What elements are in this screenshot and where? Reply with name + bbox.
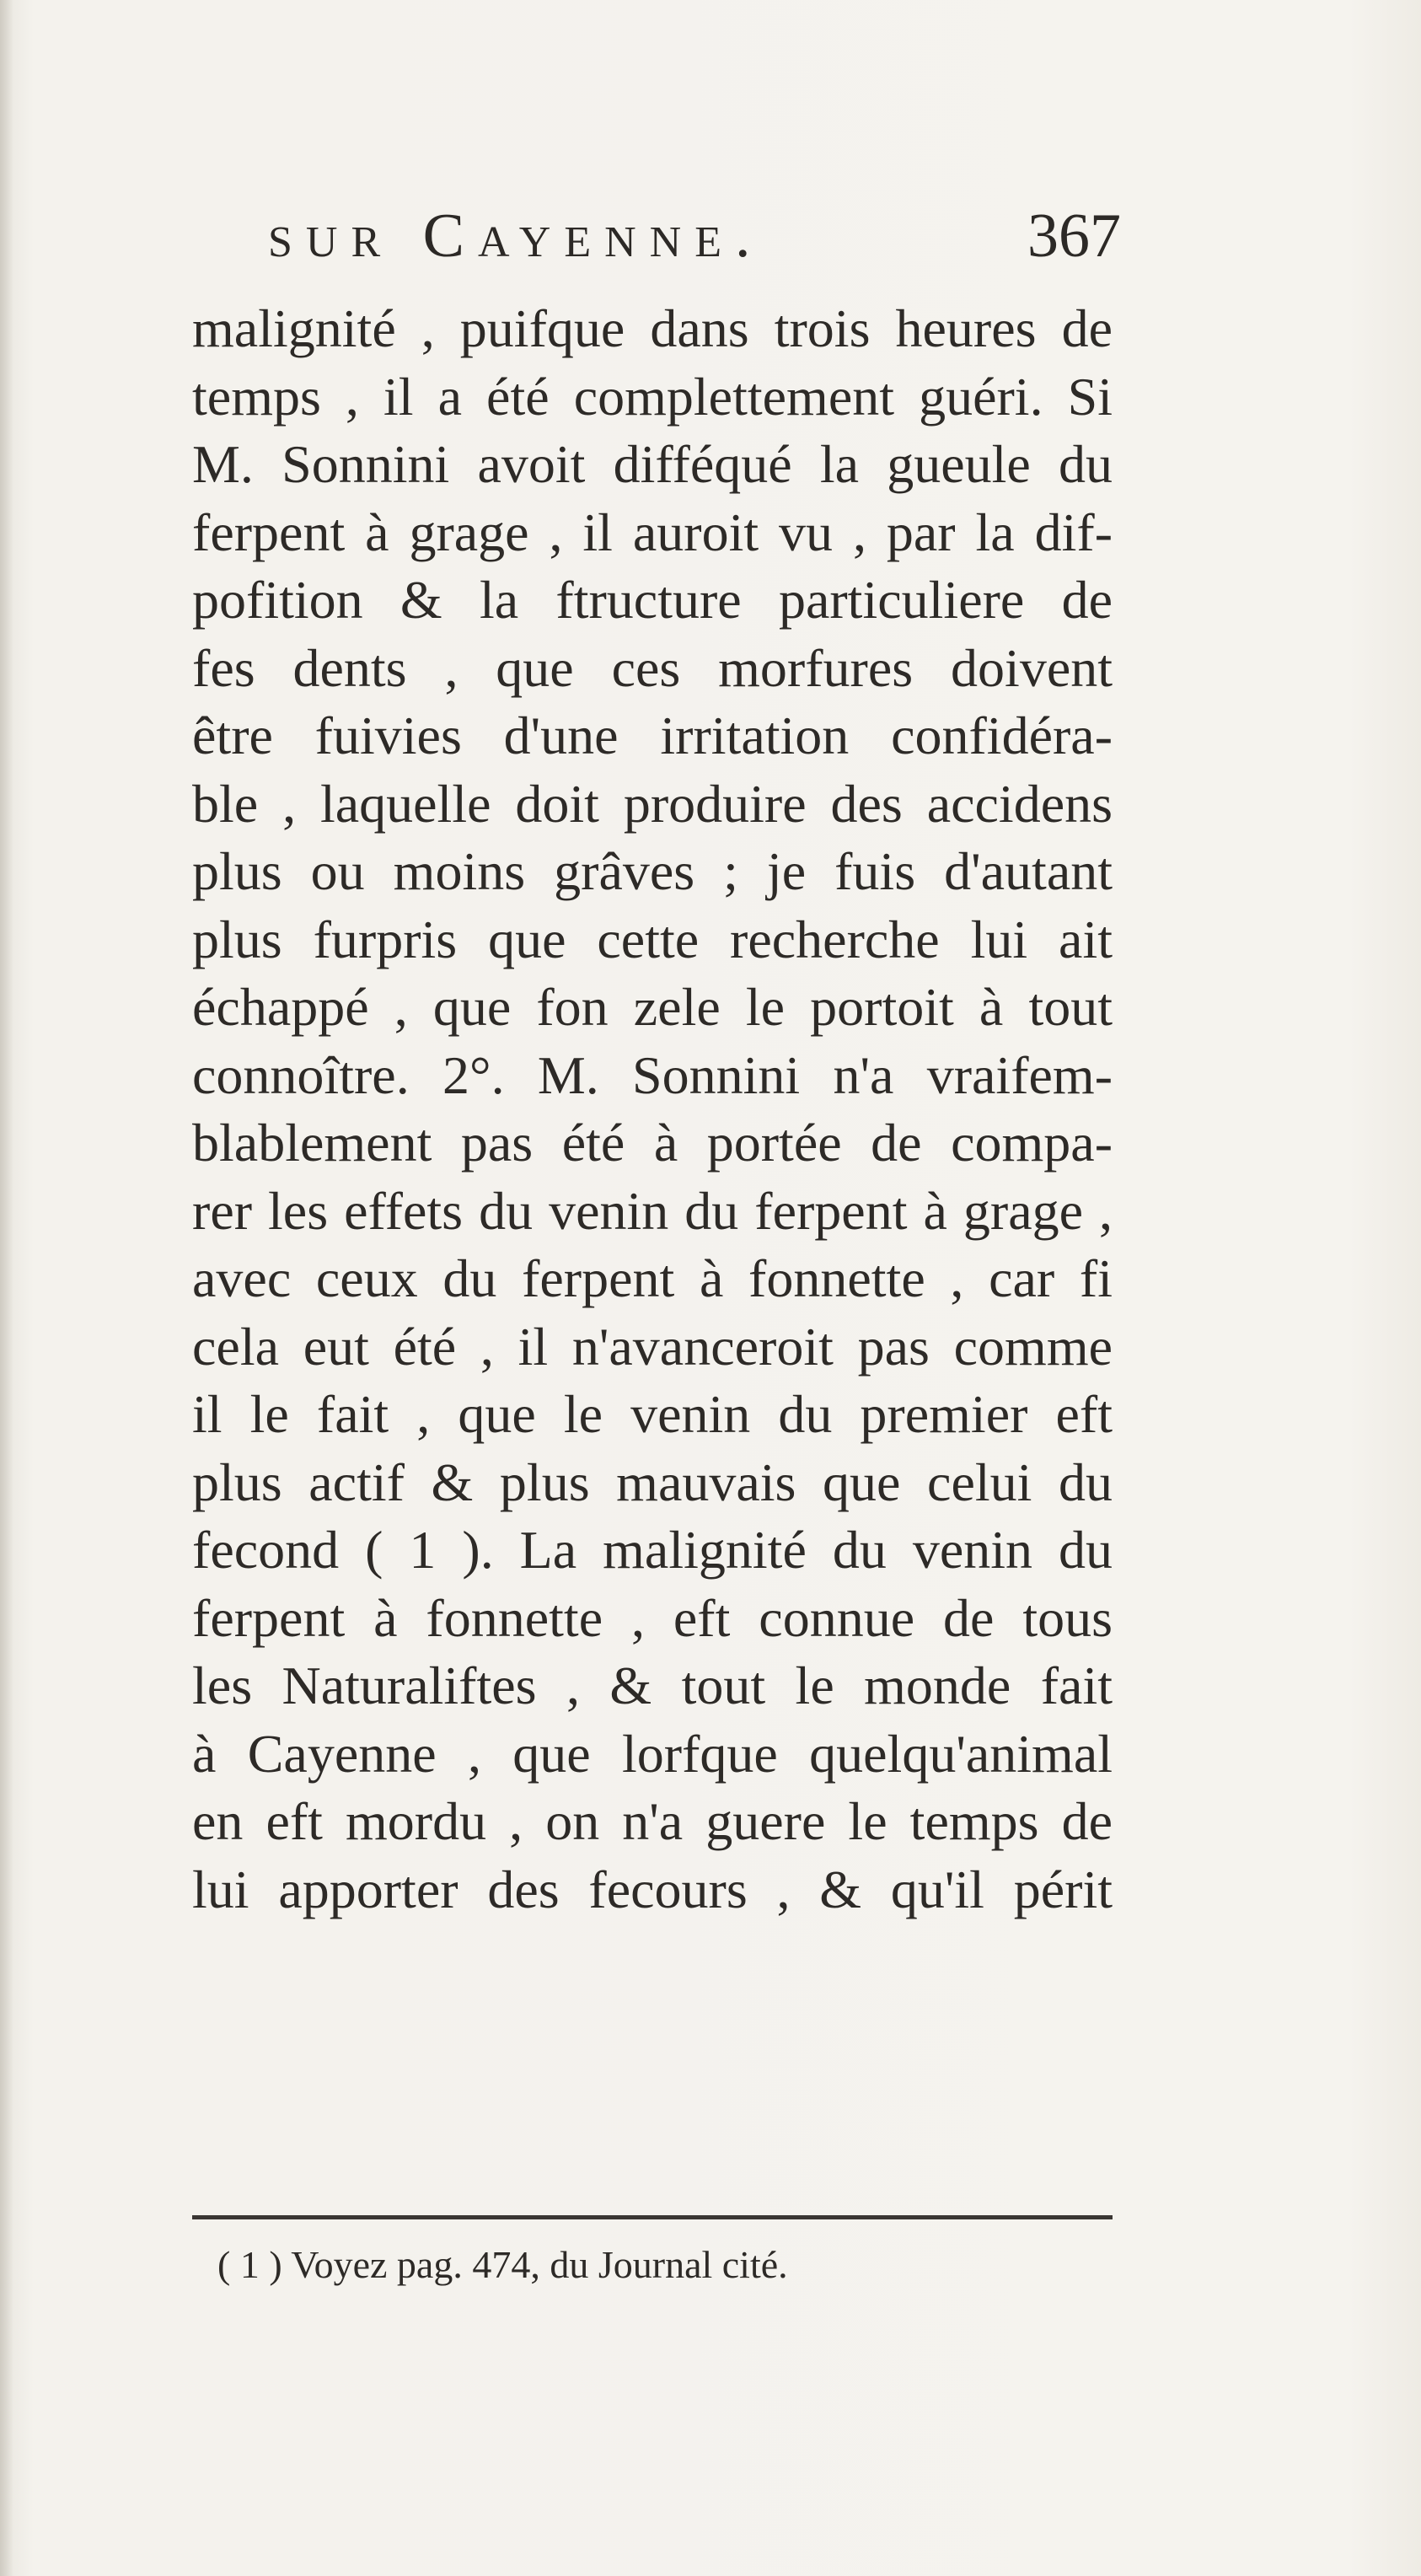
text-line: à Cayenne , que lorfque quelqu'animal	[192, 1723, 1113, 1784]
page-gutter-shadow	[0, 0, 13, 2576]
page-header	[268, 201, 1121, 282]
text-line: plus furpris que cette recherche lui ait	[192, 909, 1113, 969]
page-number: 367	[1027, 201, 1121, 271]
footnote: ( 1 ) Voyez pag. 474, du Journal cité.	[217, 2243, 788, 2286]
text-line: pofition & la ftructure particuliere de	[192, 570, 1113, 630]
running-head: sur Cayenne.	[268, 201, 764, 271]
text-line: lui apporter des fecours , & qu'il périt	[192, 1859, 1113, 1919]
text-line: ferpent à fonnette , eft connue de tous	[192, 1587, 1113, 1648]
text-line: en eft mordu , on n'a guere le temps de	[192, 1791, 1113, 1851]
text-line: blablement pas été à portée de compa-	[192, 1113, 1113, 1173]
text-line: rer les effets du venin du ferpent à grage ,	[192, 1180, 1113, 1241]
text-line: les Naturaliftes , & tout le monde fait	[192, 1656, 1113, 1715]
text-line: connoître. 2°. M. Sonnini n'a vraifem-	[192, 1044, 1113, 1105]
text-line: temps , il a été complettement guéri. Si	[192, 366, 1113, 427]
text-line: malignité , puifque dans trois heures de	[192, 298, 1113, 358]
text-line: ble , laquelle doit produire des accidens	[192, 773, 1113, 834]
text-line: cela eut été , il n'avanceroit pas comme	[192, 1316, 1113, 1377]
footnote-divider	[192, 2215, 1113, 2219]
text-line: fes dents , que ces morfures doivent	[192, 637, 1113, 698]
text-line: plus ou moins grâves ; je fuis d'autant	[192, 841, 1113, 901]
text-line: être fuivies d'une irritation confidéra-	[192, 706, 1113, 765]
text-line: avec ceux du ferpent à fonnette , car fi	[192, 1248, 1113, 1308]
text-line: ferpent à grage , il auroit vu , par la dif-	[192, 502, 1113, 562]
text-line: il le fait , que le venin du premier eft	[192, 1384, 1113, 1444]
body-text	[192, 295, 1113, 1924]
text-line: fecond ( 1 ). La malignité du venin du	[192, 1520, 1113, 1580]
text-line: échappé , que fon zele le portoit à tout	[192, 977, 1113, 1037]
text-line: plus actif & plus mauvais que celui du	[192, 1452, 1113, 1512]
text-line: M. Sonnini avoit difféqué la gueule du	[192, 434, 1113, 494]
